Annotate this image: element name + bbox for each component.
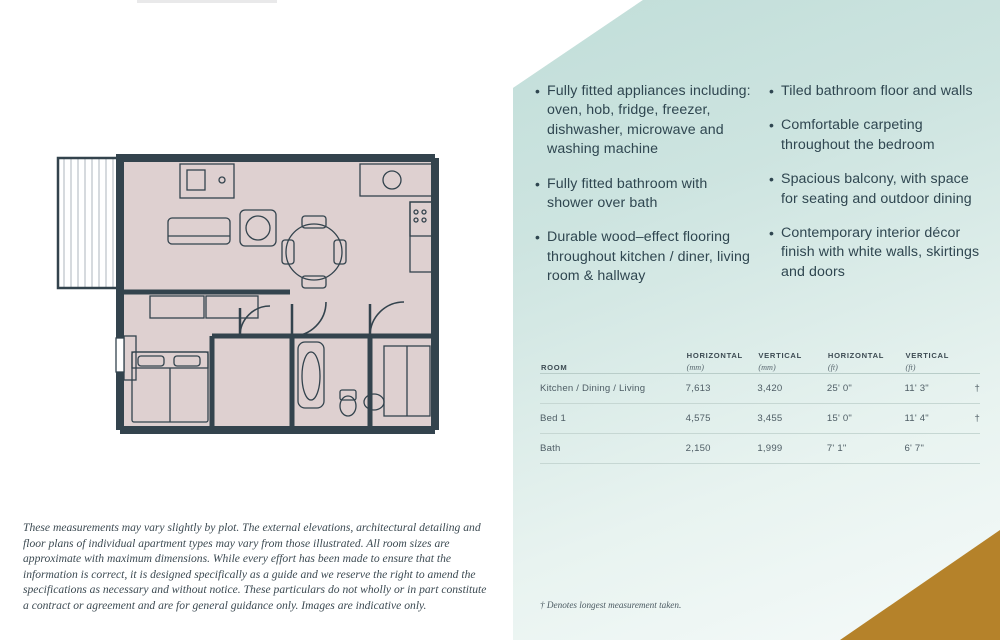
table-header-dagger bbox=[966, 350, 980, 374]
feature-text: Comfortable carpeting throughout the bedroom bbox=[781, 117, 935, 153]
table-row bbox=[540, 374, 980, 404]
cell-horizontal-mm: 2,150 bbox=[686, 434, 758, 464]
table-footnote: † Denotes longest measurement taken. bbox=[540, 600, 682, 610]
features-column-left bbox=[535, 82, 751, 302]
bullet-icon: • bbox=[769, 117, 774, 134]
header-label: HORIZONTAL bbox=[827, 351, 885, 360]
cell-vertical-mm: 3,420 bbox=[757, 374, 827, 404]
feature-text: Durable wood–effect flooring throughout kitchen / diner, living room & hallway bbox=[547, 229, 750, 285]
table-row bbox=[540, 404, 980, 434]
bullet-icon: • bbox=[769, 225, 774, 242]
table-header-horizontal-mm bbox=[686, 350, 758, 374]
cell-dagger: † bbox=[966, 374, 980, 404]
room-sizes-table bbox=[540, 350, 980, 464]
header-unit: (ft) bbox=[827, 363, 838, 372]
feature-text: Spacious balcony, with space for seating and outdoor dining bbox=[781, 171, 972, 207]
header-unit: (mm) bbox=[758, 363, 776, 372]
feature-text: Tiled bathroom floor and walls bbox=[781, 83, 973, 99]
cell-vertical-mm: 1,999 bbox=[757, 434, 827, 464]
header-label: ROOM bbox=[541, 363, 568, 372]
top-edge-artifact bbox=[137, 0, 277, 3]
cell-horizontal-ft: 7' 1" bbox=[827, 434, 905, 464]
bullet-icon: • bbox=[769, 83, 774, 99]
cell-room: Bed 1 bbox=[540, 404, 686, 434]
cell-horizontal-mm: 4,575 bbox=[686, 404, 758, 434]
table-header-vertical-mm bbox=[757, 350, 827, 374]
feature-item bbox=[769, 170, 985, 209]
feature-text: Fully fitted appliances including: oven, hob, fridge, freezer, dishwasher, microwave and washing machine bbox=[547, 83, 751, 158]
table-row bbox=[540, 434, 980, 464]
header-label: HORIZONTAL bbox=[686, 351, 743, 360]
cell-horizontal-mm: 7,613 bbox=[686, 374, 758, 404]
header-unit: (ft) bbox=[905, 363, 916, 372]
features-list bbox=[535, 82, 985, 302]
bullet-icon: • bbox=[535, 175, 540, 192]
cell-vertical-ft: 11' 3" bbox=[904, 374, 966, 404]
bullet-icon: • bbox=[535, 229, 540, 246]
feature-item bbox=[535, 228, 751, 286]
disclaimer-text: These measurements may vary slightly by plot. The external elevations, architectural detailing and floor plans of individual apartment types may vary from those illustrated. All room sizes are approximate with maximum dimensions. While every effort has been made to ensure that the information is correct, it is designed specifically as a guide and we reserve the right to amend the specifications as necessary and without notice. These particulars do not wholly or in part constitute a contract or agreement and are for general guidance only. Images are indicative only. bbox=[23, 521, 487, 612]
feature-item bbox=[535, 82, 751, 160]
table-header-vertical-ft bbox=[904, 350, 966, 374]
cell-horizontal-ft: 25' 0" bbox=[827, 374, 905, 404]
bullet-icon: • bbox=[535, 83, 540, 99]
feature-text: Contemporary interior décor finish with white walls, skirtings and doors bbox=[781, 225, 980, 280]
table-header-room bbox=[540, 350, 686, 374]
table-header-row bbox=[540, 350, 980, 374]
header-unit: (mm) bbox=[686, 363, 704, 372]
features-column-right bbox=[769, 82, 985, 302]
cell-vertical-ft: 6' 7" bbox=[904, 434, 966, 464]
feature-item bbox=[535, 175, 751, 214]
table-header-horizontal-ft bbox=[827, 350, 905, 374]
cell-horizontal-ft: 15' 0" bbox=[827, 404, 905, 434]
feature-item bbox=[769, 82, 985, 101]
header-label: VERTICAL bbox=[905, 351, 950, 360]
cell-room: Bath bbox=[540, 434, 686, 464]
feature-text: Fully fitted bathroom with shower over bath bbox=[547, 175, 708, 212]
bullet-icon: • bbox=[769, 171, 774, 188]
feature-item bbox=[769, 224, 985, 282]
cell-vertical-ft: 11' 4" bbox=[904, 404, 966, 434]
cell-room: Kitchen / Dining / Living bbox=[540, 374, 686, 404]
feature-item bbox=[769, 116, 985, 155]
cell-dagger: † bbox=[966, 404, 980, 434]
cell-vertical-mm: 3,455 bbox=[757, 404, 827, 434]
floor-plan-drawing bbox=[40, 140, 460, 470]
header-label: VERTICAL bbox=[758, 351, 802, 360]
cell-dagger bbox=[966, 434, 980, 464]
